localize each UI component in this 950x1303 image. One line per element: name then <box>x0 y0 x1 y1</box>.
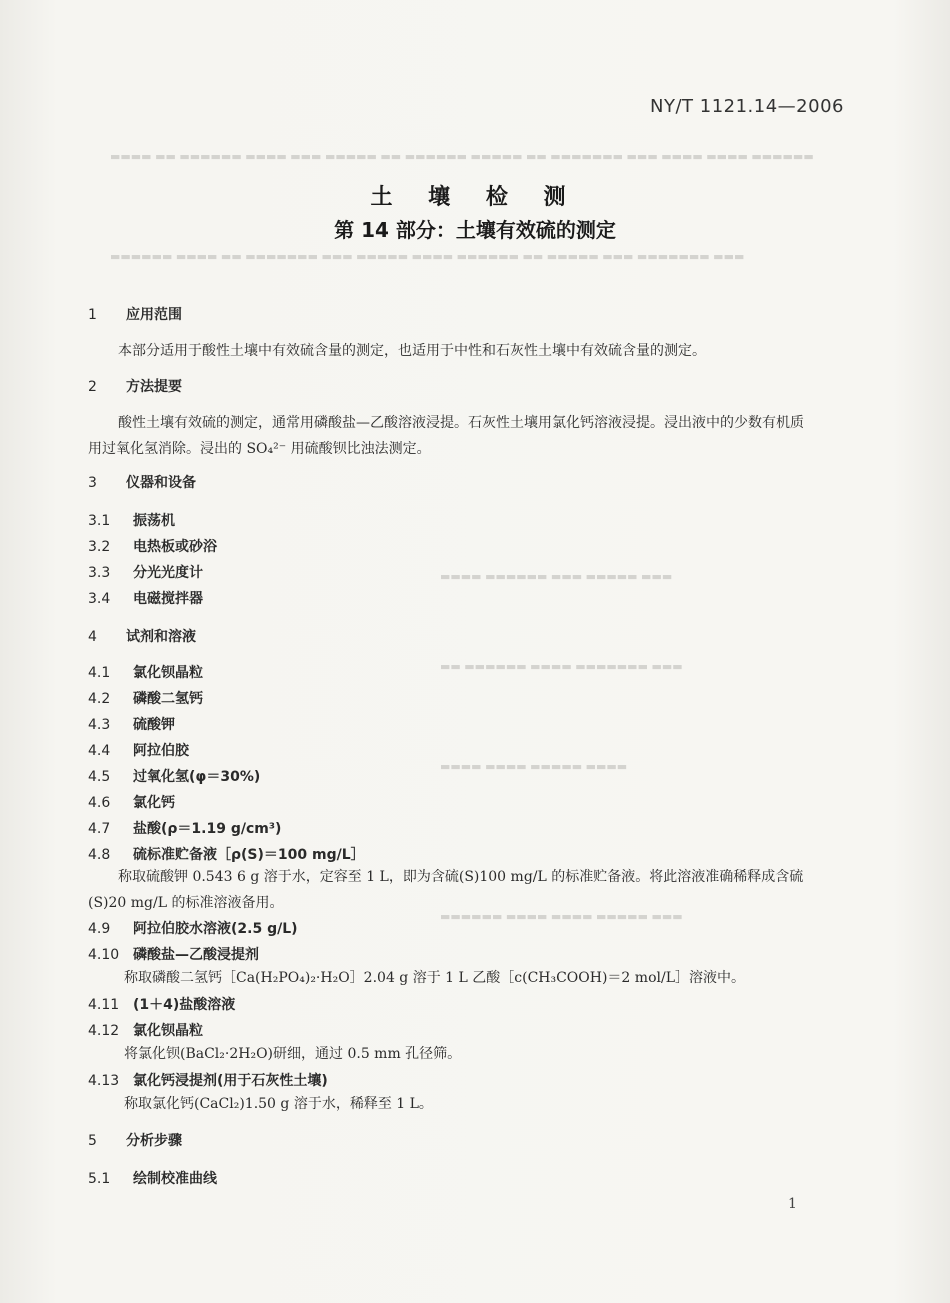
section-heading-5 <box>88 1130 182 1150</box>
item-4-10-text: 称取磷酸二氢钙［Ca(H₂PO₄)₂·H₂O］2.04 g 溶于 1 L 乙酸［c(CH₃COOH)＝2 mol/L］溶液中。 <box>124 970 745 986</box>
list-item: 4.2 磷酸二氢钙 <box>88 691 203 707</box>
standard-code: NY/T 1121.14—2006 <box>650 96 844 117</box>
list-item: 4.10 磷酸盐—乙酸浸提剂 <box>88 947 259 963</box>
bleed-through-text: ▬▬▬▬ ▬▬▬▬▬▬ ▬▬▬ ▬▬▬▬▬ ▬▬▬ <box>440 570 673 583</box>
list-item: 4.3 硫酸钾 <box>88 717 175 733</box>
section-label: 仪器和设备 <box>126 475 196 491</box>
list-item: 3.2 电热板或砂浴 <box>88 539 217 555</box>
list-item: 4.12 氯化钡晶粒 <box>88 1023 203 1039</box>
bleed-through-text: ▬▬▬▬▬▬ ▬▬▬▬ ▬▬▬▬ ▬▬▬▬▬ ▬▬▬ <box>440 910 683 923</box>
section-heading-3 <box>88 472 196 492</box>
list-item: 4.7 盐酸(ρ＝1.19 g/cm³) <box>88 821 282 837</box>
section-heading-2 <box>88 376 182 396</box>
list-item: 5.1 绘制校准曲线 <box>88 1171 217 1187</box>
section-number: 4 <box>88 629 97 645</box>
list-item: 4.9 阿拉伯胶水溶液(2.5 g/L) <box>88 921 298 937</box>
section-label: 试剂和溶液 <box>126 629 196 645</box>
list-item: 4.5 过氧化氢(φ＝30%) <box>88 769 261 785</box>
bleed-through-text: ▬▬ ▬▬▬▬▬▬ ▬▬▬▬ ▬▬▬▬▬▬▬ ▬▬▬ <box>440 660 683 673</box>
item-4-8-text: 称取硫酸钾 0.543 6 g 溶于水，定容至 1 L，即为含硫(S)100 mg/L 的标准贮备液。将此溶液准确稀释成含硫(S)20 mg/L 的标准溶液备用。 <box>88 869 804 911</box>
section-number: 5 <box>88 1133 97 1149</box>
section-heading-1 <box>88 304 182 324</box>
list-item: 4.11 (1＋4)盐酸溶液 <box>88 997 236 1013</box>
document-title: 土 壤 检 测 <box>370 185 580 210</box>
list-item: 4.13 氯化钙浸提剂(用于石灰性土壤) <box>88 1073 328 1089</box>
item-4-12-text: 将氯化钡(BaCl₂·2H₂O)研细，通过 0.5 mm 孔径筛。 <box>124 1046 462 1062</box>
section-number: 3 <box>88 475 97 491</box>
list-item: 4.8 硫标准贮备液［ρ(S)＝100 mg/L］ <box>88 847 365 863</box>
item-4-13-text: 称取氯化钙(CaCl₂)1.50 g 溶于水，稀释至 1 L。 <box>124 1096 433 1112</box>
list-item: 4.1 氯化钡晶粒 <box>88 665 203 681</box>
bleed-through-text: ▬▬▬▬ ▬▬ ▬▬▬▬▬▬ ▬▬▬▬ ▬▬▬ ▬▬▬▬▬ ▬▬ ▬▬▬▬▬▬ ▬▬▬▬▬ ▬▬ ▬▬▬▬▬▬▬ ▬▬▬ ▬▬▬▬ ▬▬▬▬ ▬▬▬▬▬▬ <box>110 150 814 163</box>
list-item: 3.1 振荡机 <box>88 513 175 529</box>
list-item: 3.3 分光光度计 <box>88 565 203 581</box>
bleed-through-text: ▬▬▬▬▬▬ ▬▬▬▬ ▬▬ ▬▬▬▬▬▬▬ ▬▬▬ ▬▬▬▬▬ ▬▬▬▬ ▬▬▬▬▬▬ ▬▬ ▬▬▬▬▬ ▬▬▬ ▬▬▬▬▬▬▬ ▬▬▬ <box>110 250 745 263</box>
section-2-text: 酸性土壤有效硫的测定，通常用磷酸盐—乙酸溶液浸提。石灰性土壤用氯化钙溶液浸提。浸出液中的少数有机质用过氧化氢消除。浸出的 SO₄²⁻ 用硫酸钡比浊法测定。 <box>88 415 804 457</box>
document-subtitle: 第 14 部分：土壤有效硫的测定 <box>334 218 616 242</box>
page-number: 1 <box>788 1196 797 1212</box>
list-item: 3.4 电磁搅拌器 <box>88 591 203 607</box>
section-number: 1 <box>88 307 97 323</box>
bleed-through-text: ▬▬▬▬ ▬▬▬▬ ▬▬▬▬▬ ▬▬▬▬ <box>440 760 628 773</box>
list-item: 4.4 阿拉伯胶 <box>88 743 189 759</box>
section-number: 2 <box>88 379 97 395</box>
list-item: 4.6 氯化钙 <box>88 795 175 811</box>
section-label: 应用范围 <box>126 307 182 323</box>
section-1-text: 本部分适用于酸性土壤中有效硫含量的测定，也适用于中性和石灰性土壤中有效硫含量的测定。 <box>118 343 706 359</box>
section-label: 分析步骤 <box>126 1133 182 1149</box>
section-heading-4 <box>88 626 196 646</box>
section-label: 方法提要 <box>126 379 182 395</box>
